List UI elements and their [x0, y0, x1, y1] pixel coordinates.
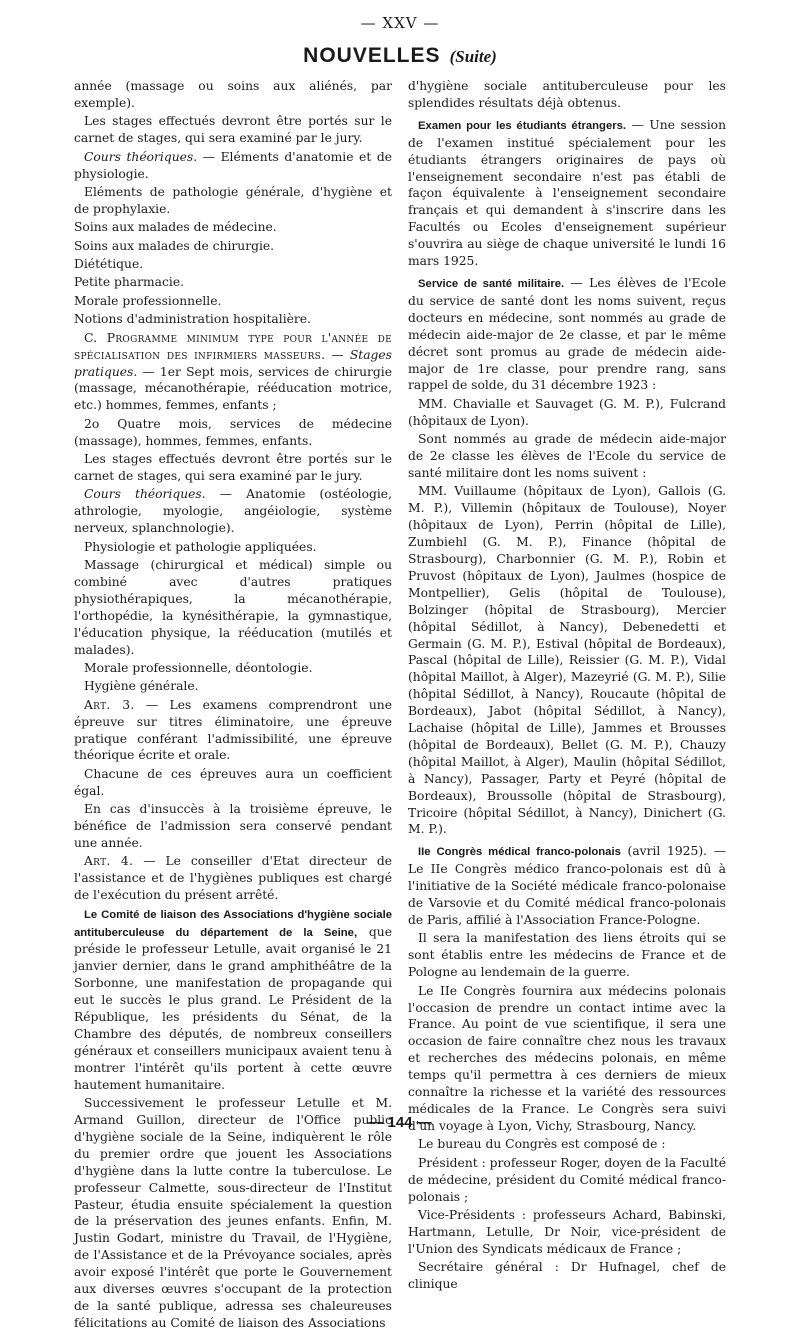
paragraph: Les stages effectués devront être portés sur le carnet de stages, qui sera examiné par le jury.: [74, 452, 392, 483]
news-text: — Les élèves de l'Ecole du service de santé dont les noms suivent, reçus docteurs en médecine, sont nommés au grade de médecin aide-major de 2e classe, et par le même décret sont promus au grade de médecin aide-major de 1re classe, pour prendre rang, sans rappel de solde, du 31 décembre 1923 :: [408, 275, 726, 393]
paragraph: En cas d'insuccès à la troisième épreuve, le bénéfice de l'admission sera conservé pendant une année.: [74, 802, 392, 850]
paragraph: Sont nommés au grade de médecin aide-major de 2e classe les élèves de l'Ecole du service de santé militaire dont les noms suivent :: [408, 432, 726, 480]
paragraph: Le bureau du Congrès est composé de :: [418, 1137, 666, 1152]
paragraph: Secrétaire général : Dr Hufnagel, chef de clinique: [408, 1260, 726, 1292]
dash: —: [325, 347, 350, 362]
paragraph-text: — Le conseiller d'Etat directeur de l'assistance et de l'hygiènes publiques est chargé de l'exécution du présent arrêté.: [74, 854, 392, 903]
list-item: Notions d'administration hospitalière.: [74, 312, 311, 327]
paragraph-text: — Anatomie (ostéologie, athrologie, myologie, angéiologie, système nerveux, splanchnologie).: [74, 487, 392, 536]
paragraph: Morale professionnelle, déontologie.: [84, 660, 313, 675]
paragraph: Vice-Présidents : professeurs Achard, Babinski, Hartmann, Letulle, Dr Noir, vice-président de l'Union des Syndicats médicaux de France ;: [408, 1207, 726, 1256]
news-item: [408, 843, 726, 929]
italic-lead: Stages pratiques.: [74, 347, 392, 379]
news-heading: Service de santé militaire.: [418, 277, 565, 290]
list-item: Soins aux malades de médecine.: [74, 220, 277, 235]
paragraph: Hygiène générale.: [84, 679, 199, 694]
paragraph: Chacune de ces épreuves aura un coefficient égal.: [74, 766, 392, 798]
paragraph: MM. Vuillaume (hôpitaux de Lyon), Gallois (G. M. P.), Villemin (hôpitaux de Toulouse), Noyer (hôpitaux de Lyon), Perrin (hôpital de Lille), Zumbiehl (G. M. P.), Finance (hôpital de Strasbourg), Charbonnier (G. M. P.), Robin et Pruvost (hôpitaux de Lyon), Jaulmes (hospice de Montpellier), Gelis (hôpital de Toulouse), Bolzinger (hôpital de Strasbourg), Mercier (hôpital Sédillot, à Nancy), Debenedetti et Germain (G. M. P.), Estival (hôpital de Bordeaux), Pascal (hôpital de Lille), Reissier (G. M. P.), Vidal (hôpital Maillot, à Alger), Mazeyrié (G. M. P.), Silie (hôpital Sédillot, à Nancy), Roucaute (hôpital de Bordeaux), Jabot (hôpital Sédillot, à Nancy), Lachaise (hôpital de Lille), Jammes et Brousses (hôpital de Bordeaux), Bellet (G. M. P.), Chauzy (hôpital Maillot, à Alger), Maulin (hôpital Sédillot, à Nancy), Passager, Party et Peyré (hôpital de Bordeaux), Broussolle (hôpital de Strasbourg), Tricoire (hôpital Sédillot, à Nancy), Dinichert (G. M. P.).: [408, 484, 726, 837]
paragraph: [74, 149, 392, 183]
right-column: [408, 78, 726, 1294]
roman-page-number: — XXV —: [360, 14, 440, 32]
article-label: Art. 3.: [84, 697, 135, 712]
section-title-suffix: (Suite): [449, 47, 497, 66]
paragraph: MM. Chavialle et Sauvaget (G. M. P.), Fulcrand (hôpitaux de Lyon).: [408, 396, 726, 428]
page-number: — 144 —: [368, 1114, 432, 1131]
news-heading: Le Comité de liaison des Associations d'hygiène sociale antituberculeuse du département de la Seine,: [74, 908, 392, 939]
italic-lead: Cours théoriques.: [84, 149, 198, 164]
news-heading: Examen pour les étudiants étrangers.: [418, 119, 627, 132]
paragraph: [74, 330, 392, 415]
list-item: Soins aux malades de chirurgie.: [74, 238, 275, 253]
italic-lead: Cours théoriques.: [84, 487, 206, 502]
small-caps-heading: C. Programme minimum type pour l'année de spécialisation des infirmiers masseurs.: [74, 330, 392, 362]
paragraph: Massage (chirurgical et médical) simple ou combiné avec d'autres pratiques physiothérapiques, la mécanothérapie, l'orthopédie, la kynésithérapie, la gymnastique, l'éducation physique, la rééducation (mutilés et malades).: [74, 557, 392, 657]
section-title: [0, 44, 800, 68]
section-title-main: NOUVELLES: [303, 44, 441, 67]
paragraph: année (massage ou soins aux aliénés, par exemple).: [74, 79, 392, 110]
news-item: [408, 117, 726, 270]
paragraph-text: — Eléments d'anatomie et de physiologie.: [74, 149, 392, 181]
paragraph: [74, 853, 392, 904]
news-item: [74, 906, 392, 1094]
paragraph: Successivement le professeur Letulle et M. Armand Guillon, directeur de l'Office public d'hygiène sociale de la Seine, indiquèrent le rôle du premier ordre que jouent les Associations d'hygiène dans la lutte contre la tuberculose. Le professeur Calmette, sous-directeur de l'Institut Pasteur, étudia ensuite spécialement la question de la préservation des jeunes enfants. Enfin, M. Justin Godart, ministre du Travail, de l'Hygiène, de l'Assistance et de la Prévoyance sociales, après avoir exposé l'intérêt que porte le Gouvernement aux diverses œuvres s'occupant de la protection de la santé publique, adressa ses chaleureuses félicitations au Comité de liaison des Associations: [74, 1096, 392, 1330]
article-label: Art. 4.: [84, 854, 134, 869]
list-item: Petite pharmacie.: [74, 275, 184, 290]
paragraph: [74, 486, 392, 537]
paragraph: Président : professeur Roger, doyen de la Faculté de médecine, président du Comité médical franco-polonais ;: [408, 1155, 726, 1204]
paragraph: [74, 697, 392, 765]
paragraph: Physiologie et pathologie appliquées.: [84, 539, 317, 554]
paragraph-text: — Les examens comprendront une épreuve sur titres éliminatoire, une épreuve pratique conférant l'admissibilité, une épreuve théorique écrite et orale.: [74, 697, 392, 763]
paragraph: d'hygiène sociale antituberculeuse pour les splendides résultats déjà obtenus.: [408, 79, 726, 110]
news-text: — Une session de l'examen institué spécialement pour les étudiants étrangers originaires de pays où l'enseignement secondaire n'est pas établi de façon équivalente à l'enseignement secondaire français et qui demandent à s'inscrire dans les Facultés ou Ecoles d'enseignement supérieur s'ouvrira au siège de chaque université le lundi 16 mars 1925.: [408, 117, 726, 269]
paragraph: Le IIe Congrès fournira aux médecins polonais l'occasion de prendre un contact intime avec la France. Au point de vue scientifique, il sera une occasion de faire connaître chez nous les travaux et recherches des médecins polonais, en même temps qu'il permettra à ces derniers de mieux connaître la richesse et la variété des ressources médicales de la France. Le Congrès sera suivi d'un voyage à Lyon, Vichy, Strasbourg, Nancy.: [408, 983, 726, 1133]
left-column: [74, 78, 392, 1333]
paragraph: Il sera la manifestation des liens étroits qui se sont établis entre les médecins de France et de Pologne au lendemain de la guerre.: [408, 931, 726, 980]
list-item: Diététique.: [74, 257, 144, 272]
paragraph: 2o Quatre mois, services de médecine (massage), hommes, femmes, enfants.: [74, 416, 392, 448]
news-text: (avril 1925). — Le IIe Congrès médico franco-polonais est dû à l'initiative de la Société médicale franco-polonaise de Varsovie et du Comité médical franco-polonais de Paris, affilié à l'Association France-Pologne.: [408, 844, 726, 927]
paragraph: Eléments de pathologie générale, d'hygiène et de prophylaxie.: [74, 184, 392, 216]
paragraph: Les stages effectués devront être portés sur le carnet de stages, qui sera examiné par le jury.: [74, 114, 392, 146]
news-item: [408, 275, 726, 394]
news-text: que préside le professeur Letulle, avait organisé le 21 janvier dernier, dans le grand amphithéâtre de la Sorbonne, une manifestation de propagande qui eut le succès le plus grand. Le Président de la République, les présidents du Sénat, de la Chambre des députés, de nombreux conseillers généraux et conseillers municipaux avaient tenu à montrer l'intérêt qu'ils portent à cette œuvre hautement humanitaire.: [74, 924, 392, 1092]
list-item: Morale professionnelle.: [74, 293, 222, 308]
news-heading: IIe Congrès médical franco-polonais: [418, 846, 621, 859]
paragraph-text: — 1er Sept mois, services de chirurgie (massage, mécanothérapie, rééducation motrice, etc.) hommes, femmes, enfants ;: [74, 364, 392, 413]
